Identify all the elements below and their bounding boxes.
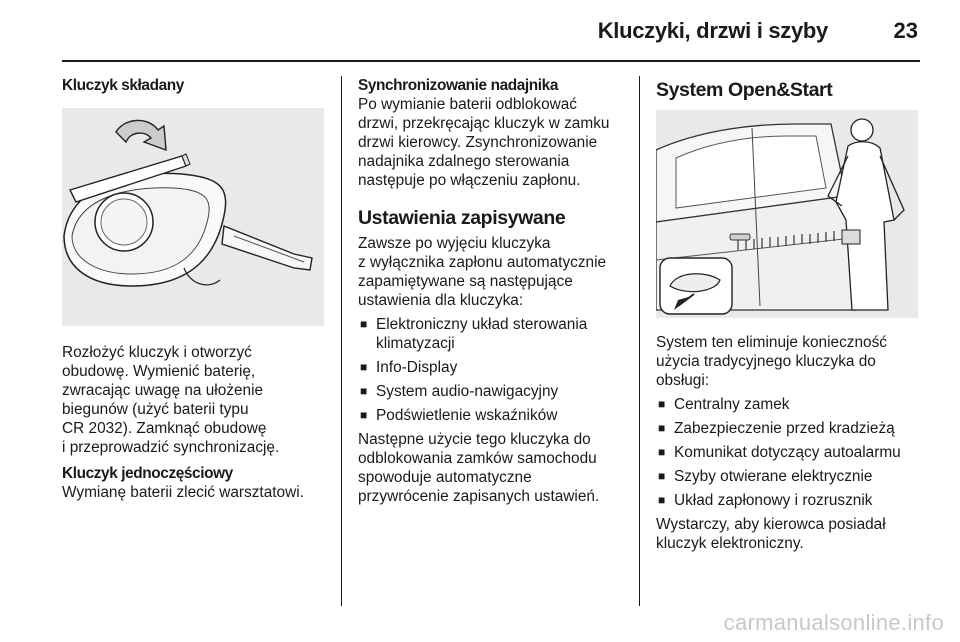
text-line: nadajnika zdalnego sterowania [358,153,570,170]
list-item-text: System audio-nawigacyjny [376,383,559,400]
heading-sync: Synchronizowanie nadajnika [358,77,558,94]
system-features-list [656,395,926,510]
text-line: Po wymianie baterii odblokować [358,96,578,113]
list-item [358,382,634,401]
text-line: z wyłącznika zapłonu automatycznie [358,254,607,271]
heading-folding-key: Kluczyk składany [62,77,184,94]
list-item-text: Komunikat dotyczący autoalarmu [674,444,901,461]
bullet-square-icon: ■ [360,360,368,374]
list-item-text: Szyby otwierane elektrycznie [674,468,873,485]
bullet-square-icon: ■ [658,421,666,435]
list-item-text: Elektroniczny układ sterowania klimatyzacji [376,316,588,352]
heading-open-start: System Open&Start [656,79,833,101]
text-line: obsługi: [656,372,710,389]
text-line: zapamiętywane są następujące [358,273,573,290]
battery-paragraph [62,343,332,457]
heading-saved-settings: Ustawienia zapisywane [358,207,566,229]
list-item [656,443,926,462]
column-2 [358,76,634,506]
open-start-illustration [656,110,918,318]
list-item [358,358,634,377]
list-item-text: Info-Display [376,359,458,376]
bullet-square-icon: ■ [658,469,666,483]
list-item [358,406,634,425]
text-line: Zawsze po wyjęciu kluczyka [358,235,551,252]
text-line: biegunów (użyć baterii typu [62,401,249,418]
sync-paragraph [358,95,634,190]
text-line: Rozłożyć kluczyk i otworzyć [62,344,252,361]
page-number: 23 [893,18,918,43]
watermark: carmanualsonline.info [723,610,944,635]
list-item-text: Układ zapłonowy i rozrusznik [674,492,873,509]
column-divider-right [639,76,640,606]
text-line: odblokowania zamków samochodu [358,450,597,467]
text-line: Następne użycie tego kluczyka do [358,431,591,448]
text-line: drzwi kierowcy. Zsynchronizowanie [358,134,598,151]
bullet-square-icon: ■ [360,408,368,422]
header-title: Kluczyki, drzwi i szyby [597,18,828,43]
heading-solid-key: Kluczyk jednoczęściowy [62,465,233,482]
system-outro [656,515,926,553]
text-line: ustawienia dla kluczyka: [358,292,524,309]
list-item [656,395,926,414]
text-line: drzwi, przekręcając kluczyk w zamku [358,115,610,132]
text-line: obudowę. Wymienić baterię, [62,363,256,380]
text-line: spowoduje automatyczne [358,469,532,486]
list-item-text: Centralny zamek [674,396,790,413]
system-intro [656,333,926,390]
text-line: CR 2032). Zamknąć obudowę [62,420,267,437]
list-item [656,419,926,438]
saved-outro [358,430,634,506]
text-line: następuje po włączeniu zapłonu. [358,172,581,189]
page-header [0,0,960,62]
saved-intro [358,234,634,310]
column-3 [656,76,926,553]
bullet-square-icon: ■ [658,397,666,411]
bullet-square-icon: ■ [658,445,666,459]
folding-key-illustration [62,108,324,326]
column-divider-left [341,76,342,606]
column-1 [62,76,332,502]
list-item-text: Podświetlenie wskaźników [376,407,558,424]
list-item [656,491,926,510]
header-rule [62,60,920,62]
saved-settings-list [358,315,634,425]
list-item [656,467,926,486]
bullet-square-icon: ■ [658,493,666,507]
text-line: zwracając uwagę na ułożenie [62,382,264,399]
text-line: kluczyk elektroniczny. [656,535,804,552]
solid-key-text: Wymianę baterii zlecić warsztatowi. [62,484,304,501]
text-line: i przeprowadzić synchronizację. [62,439,280,456]
bullet-square-icon: ■ [360,317,368,331]
list-item [358,315,634,353]
text-line: System ten eliminuje konieczność [656,334,887,351]
text-line: przywrócenie zapisanych ustawień. [358,488,600,505]
text-line: Wystarczy, aby kierowca posiadał [656,516,886,533]
text-line: użycia tradycyjnego kluczyka do [656,353,876,370]
list-item-text: Zabezpieczenie przed kradzieżą [674,420,895,437]
bullet-square-icon: ■ [360,384,368,398]
